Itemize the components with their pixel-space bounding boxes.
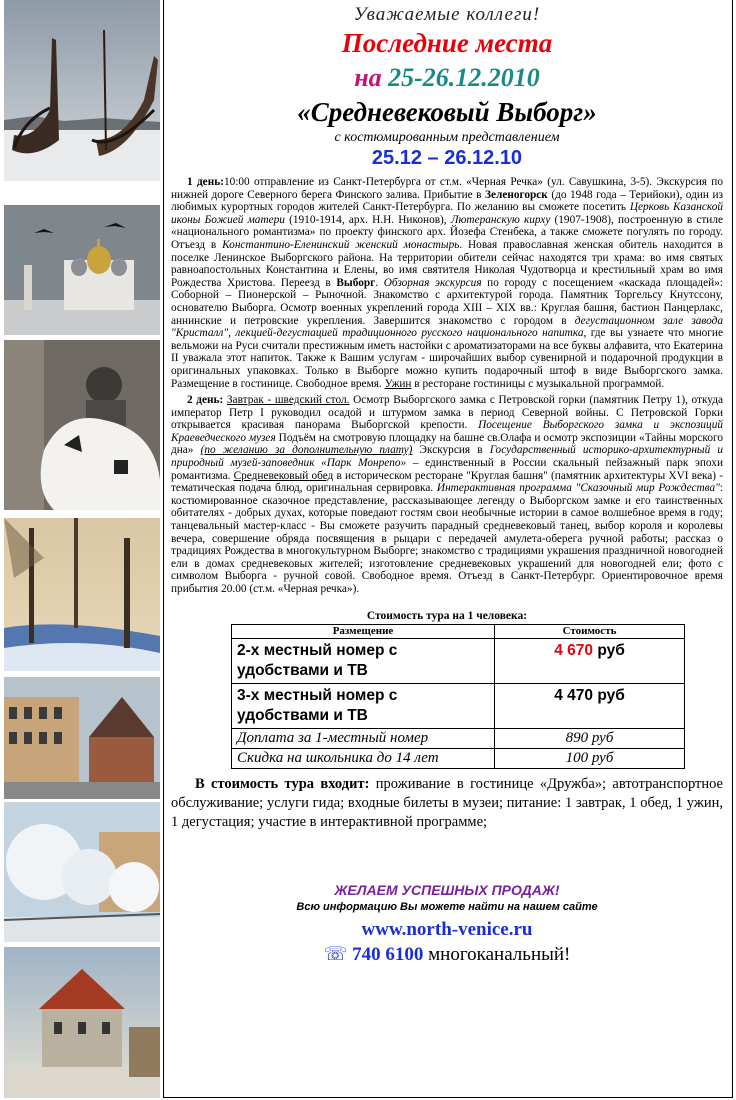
- na-word: на: [354, 63, 382, 92]
- photo-old-town: [4, 677, 160, 799]
- day1-label: 1 день:: [187, 176, 224, 188]
- day1-paragraph: [171, 176, 723, 390]
- interactive-program: Интерактивная программа "Сказочный мир Рождества": [436, 482, 720, 495]
- includes-label: В стоимость тура входит:: [195, 775, 370, 792]
- tour-title: «Средневековый Выборг»: [297, 97, 597, 127]
- dates-top: 25-26.12.2010: [388, 63, 540, 92]
- day1-text: где вы узнаете что многие вельможи на Руси считали престижным иметь настойки с ароматизаторами на все буквы алфавита, что Екатерина II уважала этот напиток. Также к Вашим услугам - широчайших выбор сувенирной и подарочной продукции в оригинальных упаковках. Только в Выборге можно купить подарочный штоф в виде Выборгского замка. Размещение в гостинице. Свободное время.: [171, 327, 723, 390]
- monrepos-park: Государственный историко-архитектурный и природный музей-заповедник «Парк Монрепо»: [171, 444, 724, 470]
- church-lutheran: Лютеранскую кирху: [450, 213, 551, 226]
- price-table-title: Стоимость тура на 1 человека:: [366, 609, 528, 622]
- photo-horse-knight: [4, 340, 160, 510]
- header-cost: Стоимость: [495, 624, 685, 638]
- day1-text: в ресторане гостиницы с музыкальной программой.: [411, 377, 665, 390]
- price-cell: 100 руб: [495, 748, 685, 768]
- day2-paragraph: [171, 394, 723, 596]
- breakfast: Завтрак - шведский стол.: [226, 394, 350, 407]
- day1-text: . Новая православная женская обитель находится в поселке Ленинское Выборгского района. На территории обители сейчас находятся три храма: во имя святых равноапостольных Константина и Елены, во имя святителя Николая Чудотворца и крестильный храм во имя Рождества Христова. Переезд в: [171, 238, 723, 289]
- placement-cell: Доплата за 1-местный номер: [232, 728, 495, 748]
- phone-line: [171, 943, 723, 966]
- telephone-icon: ☏: [323, 943, 348, 965]
- table-row: [232, 638, 685, 683]
- day2-text: : костюмированное сказочное представление, рассказывающее легенду о Выборгском замке и его таинственных обитателях - добрых духах, которые поведают гостям свои необычные истории в самое волшебное время в году; танцевальный мастер-класс - Вы сможете разучить парадный средневековый танец, выбор короля и королевы вечера, совершение обряда посвящения в рыцари с передачей амулета-оберега ручной работы; рассказ о традициях Рождества в многокультурном Выборге; знакомство с традициями украшения праздничной новогодней ели в домах средневековых жителей; изготовление средневековых украшений для новогодней ели; фото с символом Выборга - ручной совой. Свободное время. Отъезд в Санкт-Петербург. Ориентировочное время прибытия 20.00 (ст.м. «Черная речка»).: [171, 482, 723, 595]
- photo-viking-ships: [4, 0, 160, 181]
- zelenogorsk: Зеленогорск: [485, 188, 548, 201]
- wish-heading: ЖЕЛАЕМ УСПЕШНЫХ ПРОДАЖ!: [334, 881, 560, 898]
- tour-dates-heading: [171, 63, 723, 93]
- day2-text: Экскурсия в: [412, 444, 490, 457]
- day1-text: по городу с посещением «каскада площадей»: Соборной – Пионерской – Рыночной. Знакомство с архитектурой города. Памятник Торгельсу Кнутссону, основателю Выборга. Осмотр военных укреплений города XIII – XIX вв.: Круглая башня, бастион Панцерлакс, аннинские и петровские укрепления. Завершится знакомство с городом в: [171, 276, 723, 327]
- table-row: [232, 728, 685, 748]
- phone-note: многоканальный!: [423, 943, 571, 965]
- day2-text: Подъём на смотровую площадку на башне св.Олафа и осмотр экспозиции «Тайны морского дна»: [171, 431, 723, 457]
- price-includes: [171, 775, 723, 832]
- day1-text: (1910-1914, арх. Н.Н. Никонов),: [284, 213, 451, 226]
- placement-cell: 2-х местный номер с удобствами и ТВ: [232, 638, 495, 683]
- optional-fee: (по желанию за дополнительную плату): [200, 444, 413, 457]
- sightseeing-tour: Обзорная экскурсия: [383, 276, 482, 289]
- website-link[interactable]: www.north-venice.ru: [361, 918, 533, 940]
- table-row: [232, 683, 685, 728]
- photo-frosty-trees: [4, 802, 160, 942]
- price-value: 4 670: [554, 641, 594, 659]
- photo-cathedral: [4, 205, 160, 335]
- table-row: [232, 748, 685, 768]
- info-line: Всю информацию Вы можете найти на нашем сайте: [296, 900, 598, 913]
- monastery: Константино-Еленинский женский монастырь: [222, 238, 460, 251]
- header-placement: Размещение: [232, 624, 495, 638]
- placement-cell: Скидка на школьника до 14 лет: [232, 748, 495, 768]
- price-table: [231, 624, 685, 769]
- photo-round-tower: [4, 947, 160, 1098]
- price-cell: 4 470 руб: [495, 683, 685, 728]
- placement-cell: 3-х местный номер с удобствами и ТВ: [232, 683, 495, 728]
- castle-visit: Посещение Выборгского замка и экспозиций Краеведческого музея: [171, 419, 724, 444]
- price-cell: 890 руб: [495, 728, 685, 748]
- photo-winter-forest: [4, 518, 160, 671]
- church-kazan: Церковь Казанской иконы Божией матери: [171, 201, 723, 226]
- last-seats-heading: Последние места: [341, 28, 553, 58]
- day1-text: (1907-1908), построенную в стиле «национального романтизма» по проекту финского арх. Йозефа Стенбека, а также сможете погулять по городу. Отъезд в: [171, 213, 723, 251]
- tasting-hall: дегустационном зале завода "Кристалл", лекцией-дегустацией традиционного русского национального напитка,: [171, 314, 723, 340]
- price-cell: [495, 638, 685, 683]
- tour-subtitle: с костюмированным представлением: [334, 130, 560, 145]
- dates-range: 25.12 – 26.12.10: [371, 147, 523, 169]
- vyborg: Выборг: [336, 276, 376, 289]
- includes-text: проживание в гостинице «Дружба»; автотранспортное обслуживание; услуги гида; входные билеты в музеи; питание: 1 завтрак, 1 обед, 1 ужин, 1 дегустация; участие в интерактивной программе;: [171, 775, 723, 830]
- price-currency: руб: [593, 641, 625, 659]
- main-content: [171, 0, 723, 966]
- day2-label: 2 день:: [187, 394, 224, 407]
- price-table-header: [232, 624, 685, 638]
- day2-text: в историческом ресторане "Круглая башня" (памятник архитектуры XVI века) - тематическая подача блюд, оригинальная сервировка.: [171, 469, 724, 495]
- medieval-lunch: Средневековый обед: [233, 469, 334, 482]
- day2-text: Осмотр Выборгского замка с Петровской горки (памятник Петру 1), откуда император Петр I руководил осадой и штурмом замка в период Северной войны. С Петровской Горки открывается красивая панорама Выборгской крепости.: [171, 394, 724, 432]
- day2-text: – единственный в России скальный пейзажный парк эпохи романтизма.: [171, 457, 723, 482]
- day1-text: 10:00 отправление из Санкт-Петербурга от ст.м. «Черная Речка» (ул. Савушкина, 3-5). Экскурсия по нижней дороге Северного берега Финского залива. Прибытие в: [171, 176, 723, 201]
- phone-number[interactable]: 740 6100: [352, 943, 424, 965]
- itinerary: [171, 176, 723, 596]
- day1-text: (до 1948 года – Терийоки), один из любимых курортных городов жителей Санкт-Петербурга. По желанию вы сможете посетить: [171, 188, 723, 214]
- photo-sidebar: [4, 0, 160, 1100]
- day1-text: .: [375, 276, 384, 289]
- greeting: Уважаемые коллеги!: [353, 4, 541, 25]
- dinner: Ужин: [384, 377, 412, 390]
